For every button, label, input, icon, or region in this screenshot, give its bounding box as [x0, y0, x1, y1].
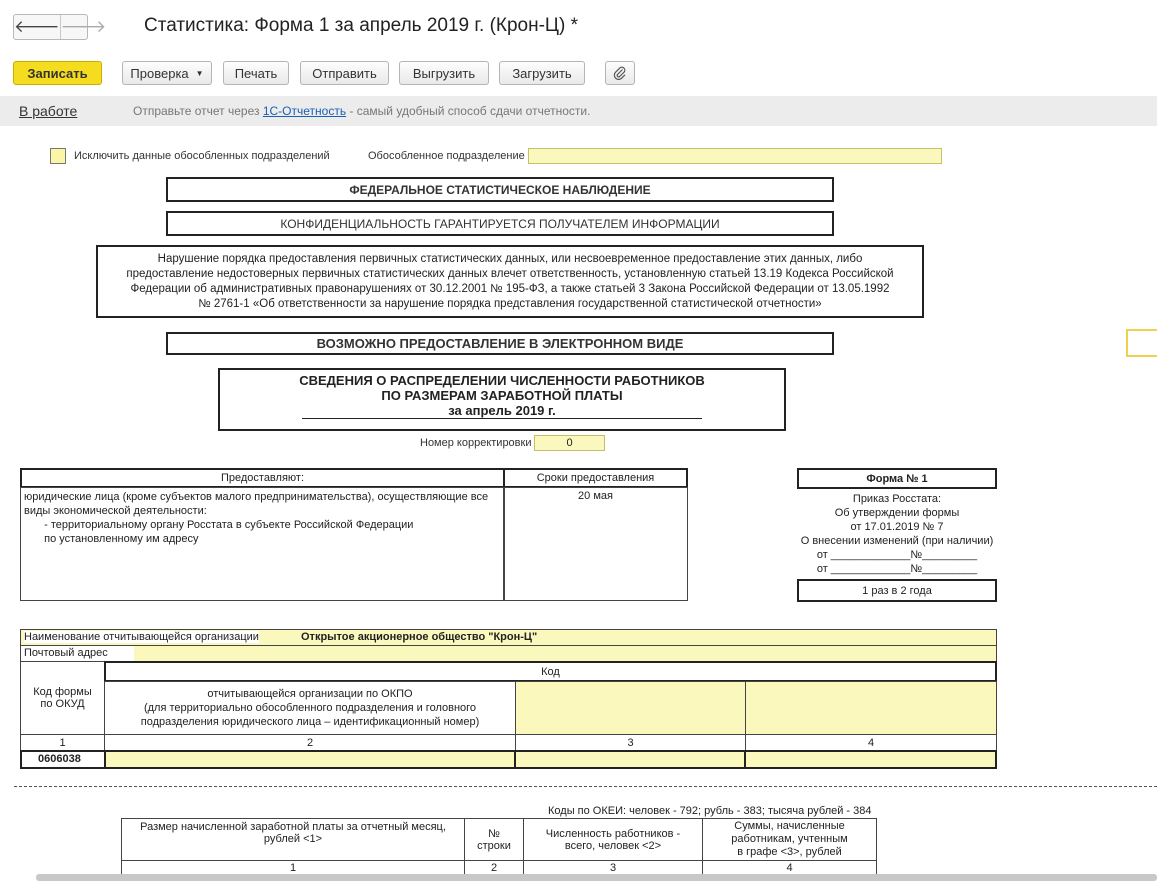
- row-number-header-line: №: [488, 827, 500, 840]
- liability-warning: [96, 245, 924, 318]
- providers-cell: [20, 487, 505, 601]
- confidentiality-box: КОНФИДЕНЦИАЛЬНОСТЬ ГАРАНТИРУЕТСЯ ПОЛУЧАТЕЛЕМ ИНФОРМАЦИИ: [166, 211, 834, 236]
- accrued-sums-header-line: работникам, учтенным: [731, 833, 848, 845]
- okud-header-line: по ОКУД: [40, 698, 85, 710]
- reporting-service-link[interactable]: 1С-Отчетность: [262, 104, 347, 118]
- warning-line: Нарушение порядка предоставления первичных статистических данных, или несвоевременное предоставление этих данных, либо: [157, 253, 863, 265]
- check-dropdown-button[interactable]: [122, 61, 212, 85]
- side-field-fragment[interactable]: [1126, 329, 1157, 357]
- export-button[interactable]: Выгрузить: [399, 61, 489, 85]
- providers-line: виды экономической деятельности:: [24, 505, 207, 517]
- order-line: Приказ Росстата:: [852, 493, 942, 505]
- okpo-header-line: подразделения юридического лица – идентификационный номер): [140, 716, 480, 728]
- order-line: от _____________№_________: [816, 549, 978, 561]
- okud-code-value: 0606038: [20, 750, 106, 769]
- row-number-header: [464, 818, 524, 861]
- okpo-header: [104, 681, 516, 735]
- correction-number-field[interactable]: 0: [534, 435, 605, 451]
- bottom-col-number-2: 2: [464, 860, 524, 876]
- employee-count-header-line: всего, человек <2>: [564, 839, 662, 852]
- code-col3-header: [515, 681, 746, 735]
- organization-row: [20, 629, 997, 646]
- address-label: Почтовый адрес: [24, 647, 108, 659]
- section-divider: [14, 786, 1157, 787]
- providers-header: Предоставляют:: [20, 468, 505, 488]
- frequency-box: 1 раз в 2 года: [797, 579, 997, 602]
- attach-button[interactable]: [605, 61, 635, 85]
- back-arrow-icon[interactable]: 🡐: [14, 17, 60, 36]
- salary-size-header: [121, 818, 465, 861]
- row-number-header-line: строки: [477, 839, 511, 852]
- order-line: Об утверждении формы: [834, 507, 960, 519]
- warning-line: Федерации об административных правонарушениях от 30.12.2001 № 195-ФЗ, а также статьей 3 Закона Российской Федерации от 13.05.1992: [130, 283, 890, 295]
- exclude-subdivisions-checkbox[interactable]: [50, 148, 66, 164]
- correction-label: Номер корректировки: [420, 437, 532, 449]
- accrued-sums-header-line: в графе <3>, рублей: [737, 846, 842, 858]
- code-col4-header: [745, 681, 997, 735]
- deadline-header: Сроки предоставления: [503, 468, 688, 488]
- hint-prefix: Отправьте отчет через: [133, 104, 263, 118]
- organization-label: Наименование отчитывающейся организации: [24, 631, 259, 643]
- subdivision-field[interactable]: [528, 148, 942, 164]
- bottom-col-number-1: 1: [121, 860, 465, 876]
- paperclip-icon: [613, 66, 627, 80]
- address-field[interactable]: [134, 646, 996, 661]
- reporting-hint: [133, 104, 590, 118]
- salary-size-header-line: Размер начисленной заработной платы за отчетный месяц,: [140, 821, 446, 833]
- bottom-col-number-3: 3: [523, 860, 703, 876]
- okud-header-line: Код формы: [33, 686, 92, 698]
- accrued-sums-header: [702, 818, 877, 861]
- col-number-1: 1: [20, 734, 105, 751]
- okpo-code-field[interactable]: [104, 750, 516, 769]
- providers-line: - территориальному органу Росстата в субъекте Российской Федерации: [38, 519, 414, 531]
- col-number-2: 2: [104, 734, 516, 751]
- code-col3-field[interactable]: [514, 750, 746, 769]
- order-line: от 17.01.2019 № 7: [850, 521, 944, 533]
- employee-count-header: [523, 818, 703, 861]
- approval-order-block: [797, 492, 997, 576]
- federal-observation-box: ФЕДЕРАЛЬНОЕ СТАТИСТИЧЕСКОЕ НАБЛЮДЕНИЕ: [166, 177, 834, 202]
- dropdown-caret-icon: ▼: [195, 68, 204, 78]
- report-period: за апрель 2019 г.: [302, 403, 702, 419]
- electronic-submission-box: ВОЗМОЖНО ПРЕДОСТАВЛЕНИЕ В ЭЛЕКТРОННОМ ВИДЕ: [166, 332, 834, 355]
- horizontal-scrollbar[interactable]: [36, 874, 1157, 881]
- employee-count-header-line: Численность работников -: [545, 827, 681, 840]
- accrued-sums-header-line: Суммы, начисленные: [734, 820, 845, 832]
- save-button[interactable]: Записать: [13, 61, 102, 85]
- col-number-3: 3: [515, 734, 746, 751]
- forward-arrow-icon[interactable]: 🡒: [60, 15, 107, 39]
- code-col4-field[interactable]: [744, 750, 997, 769]
- navigation-group: [13, 14, 107, 40]
- print-button[interactable]: Печать: [223, 61, 289, 85]
- check-label: Проверка: [130, 65, 189, 81]
- deadline-cell: 20 мая: [503, 487, 688, 601]
- send-button[interactable]: Отправить: [300, 61, 389, 85]
- salary-size-header-line: рублей <1>: [263, 833, 323, 845]
- exclude-subdivisions-label: Исключить данные обособленных подразделений: [74, 150, 330, 162]
- col-number-4: 4: [745, 734, 997, 751]
- bottom-col-number-4: 4: [702, 860, 877, 876]
- warning-line: предоставление недостоверных первичных статистических данных влечет ответственность, установленную статьей 13.19 Кодекса Российской: [126, 268, 894, 280]
- order-line: от _____________№_________: [816, 563, 978, 575]
- providers-line: юридические лица (кроме субъектов малого предпринимательства), осуществляющие все: [24, 491, 489, 503]
- report-title-line: ПО РАЗМЕРАМ ЗАРАБОТНОЙ ПЛАТЫ: [381, 388, 623, 403]
- report-title-line: СВЕДЕНИЯ О РАСПРЕДЕЛЕНИИ ЧИСЛЕННОСТИ РАБОТНИКОВ: [299, 373, 705, 388]
- import-button[interactable]: Загрузить: [499, 61, 585, 85]
- subdivision-label: Обособленное подразделение: [368, 150, 525, 162]
- order-line: О внесении изменений (при наличии): [800, 535, 994, 547]
- code-header: Код: [104, 661, 997, 682]
- status-state-link[interactable]: В работе: [19, 103, 78, 119]
- okud-header: [20, 661, 105, 735]
- form-number-box: Форма № 1: [797, 468, 997, 489]
- organization-name-field[interactable]: Открытое акционерное общество "Крон-Ц": [301, 631, 538, 643]
- okei-codes-note: Коды по ОКЕИ: человек - 792; рубль - 383; тысяча рублей - 384: [548, 805, 872, 817]
- address-row: [20, 645, 997, 662]
- warning-line: № 2761-1 «Об ответственности за нарушение порядка представления государственной статистической отчетности»: [198, 298, 822, 310]
- window-title: Статистика: Форма 1 за апрель 2019 г. (Крон-Ц) *: [144, 15, 578, 36]
- report-title-box: [218, 368, 786, 431]
- okpo-header-line: отчитывающейся организации по ОКПО: [207, 688, 413, 700]
- okpo-header-line: (для территориально обособленного подразделения и головного: [143, 702, 477, 714]
- providers-line: по установленному им адресу: [38, 533, 199, 545]
- hint-suffix: - самый удобный способ сдачи отчетности.: [346, 104, 591, 118]
